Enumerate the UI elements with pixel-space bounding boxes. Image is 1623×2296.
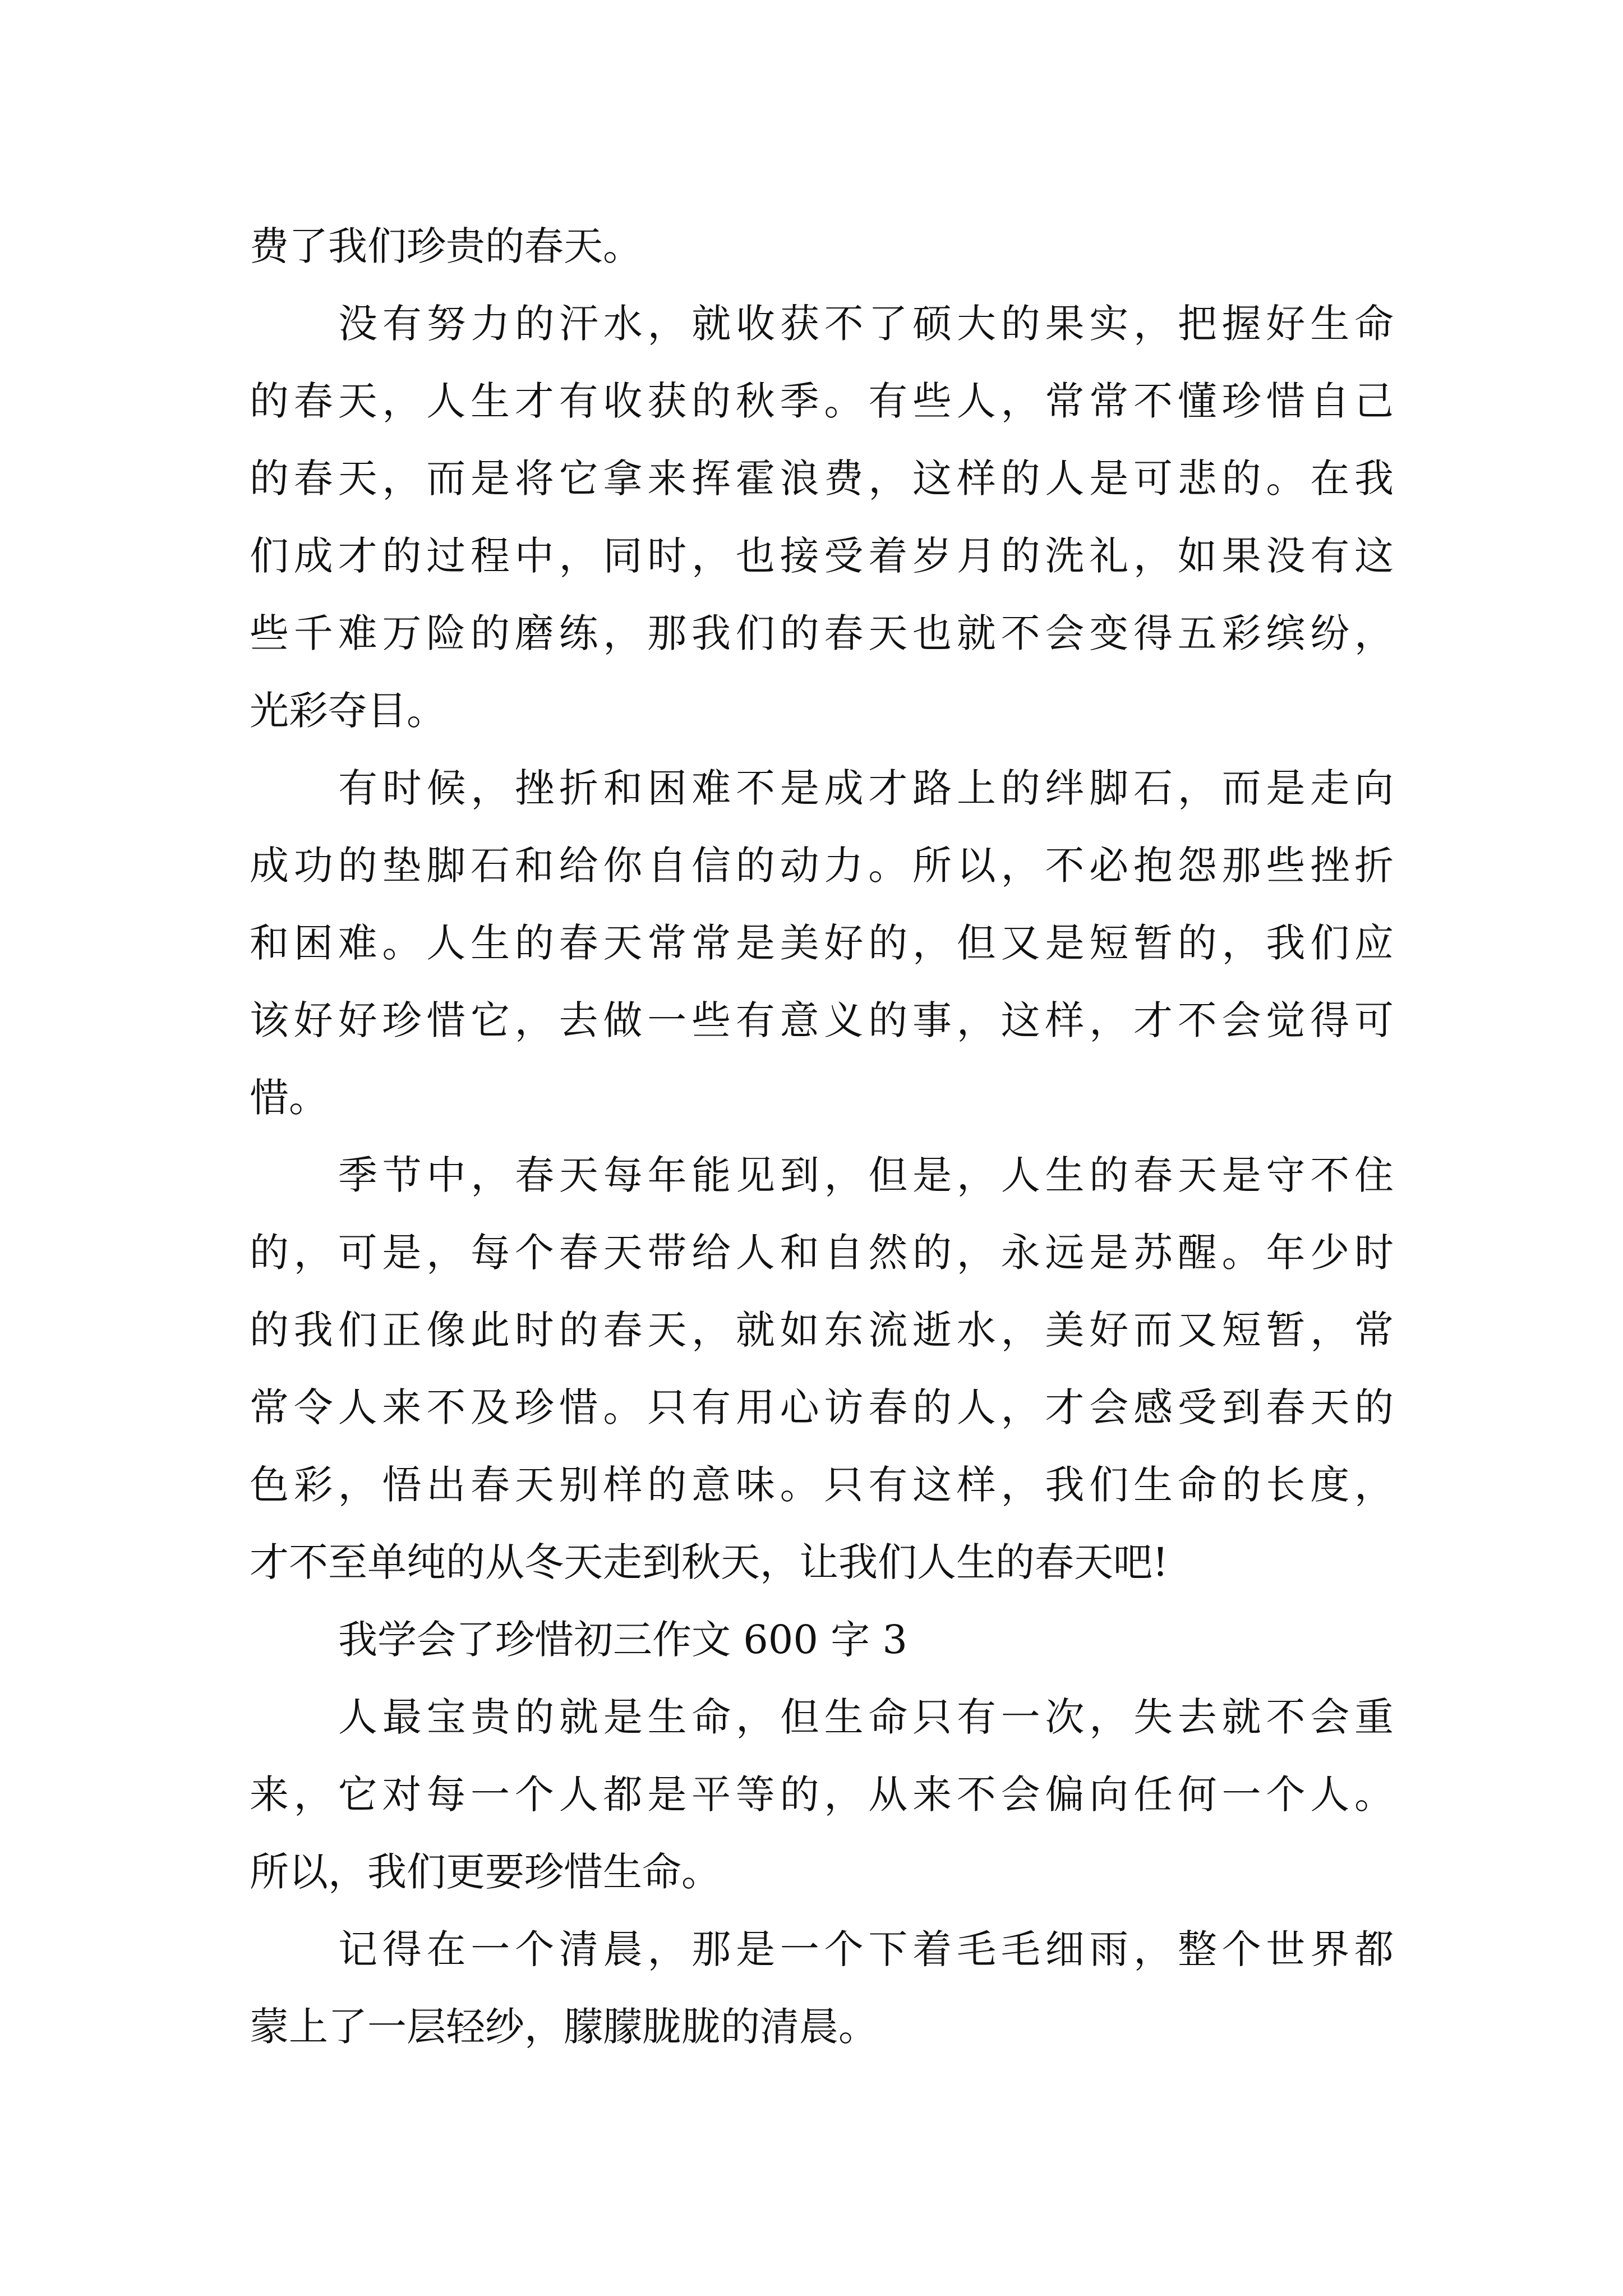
paragraph-first-line: 没有努力的汗水，就收获不了硕大的果实，把握好生命 bbox=[338, 301, 1394, 347]
text-line: 蒙上了一层轻纱，朦朦胧胧的清晨。 bbox=[250, 2004, 878, 2050]
text-line: 该好好珍惜它，去做一些有意义的事，这样，才不会觉得可 bbox=[250, 997, 1394, 1043]
text-line: 们成才的过程中，同时，也接受着岁月的洗礼，如果没有这 bbox=[250, 533, 1394, 579]
paragraph-first-line: 季节中，春天每年能见到，但是，人生的春天是守不住 bbox=[338, 1152, 1394, 1198]
text-line: 惜。 bbox=[250, 1075, 328, 1121]
text-line: 的，可是，每个春天带给人和自然的，永远是苏醒。年少时 bbox=[250, 1230, 1394, 1276]
paragraph-first-line: 人最宝贵的就是生命，但生命只有一次，失去就不会重 bbox=[338, 1694, 1394, 1740]
text-line: 所以，我们更要珍惜生命。 bbox=[250, 1849, 721, 1895]
text-line: 才不至单纯的从冬天走到秋天，让我们人生的春天吧! bbox=[250, 1539, 1169, 1585]
text-line: 来，它对每一个人都是平等的，从来不会偏向任何一个人。 bbox=[250, 1772, 1394, 1818]
text-line: 些千难万险的磨练，那我们的春天也就不会变得五彩缤纷， bbox=[250, 610, 1394, 656]
text-line: 常令人来不及珍惜。只有用心访春的人，才会感受到春天的 bbox=[250, 1384, 1394, 1430]
text-line: 的我们正像此时的春天，就如东流逝水，美好而又短暂，常 bbox=[250, 1307, 1394, 1353]
text-line: 色彩，悟出春天别样的意味。只有这样，我们生命的长度， bbox=[250, 1462, 1394, 1508]
section-heading: 我学会了珍惜初三作文 600 字 3 bbox=[338, 1617, 907, 1663]
text-line: 的春天，人生才有收获的秋季。有些人，常常不懂珍惜自己 bbox=[250, 378, 1394, 424]
text-line: 光彩夺目。 bbox=[250, 688, 446, 734]
paragraph-first-line: 有时候，挫折和困难不是成才路上的绊脚石，而是走向 bbox=[338, 765, 1394, 811]
text-line: 费了我们珍贵的春天。 bbox=[250, 223, 642, 269]
document-body bbox=[250, 208, 1394, 2065]
text-line: 和困难。人生的春天常常是美好的，但又是短暂的，我们应 bbox=[250, 920, 1394, 966]
text-line: 成功的垫脚石和给你自信的动力。所以，不必抱怨那些挫折 bbox=[250, 843, 1394, 889]
paragraph-first-line: 记得在一个清晨，那是一个下着毛毛细雨，整个世界都 bbox=[338, 1926, 1394, 1972]
text-line: 的春天，而是将它拿来挥霍浪费，这样的人是可悲的。在我 bbox=[250, 455, 1394, 501]
